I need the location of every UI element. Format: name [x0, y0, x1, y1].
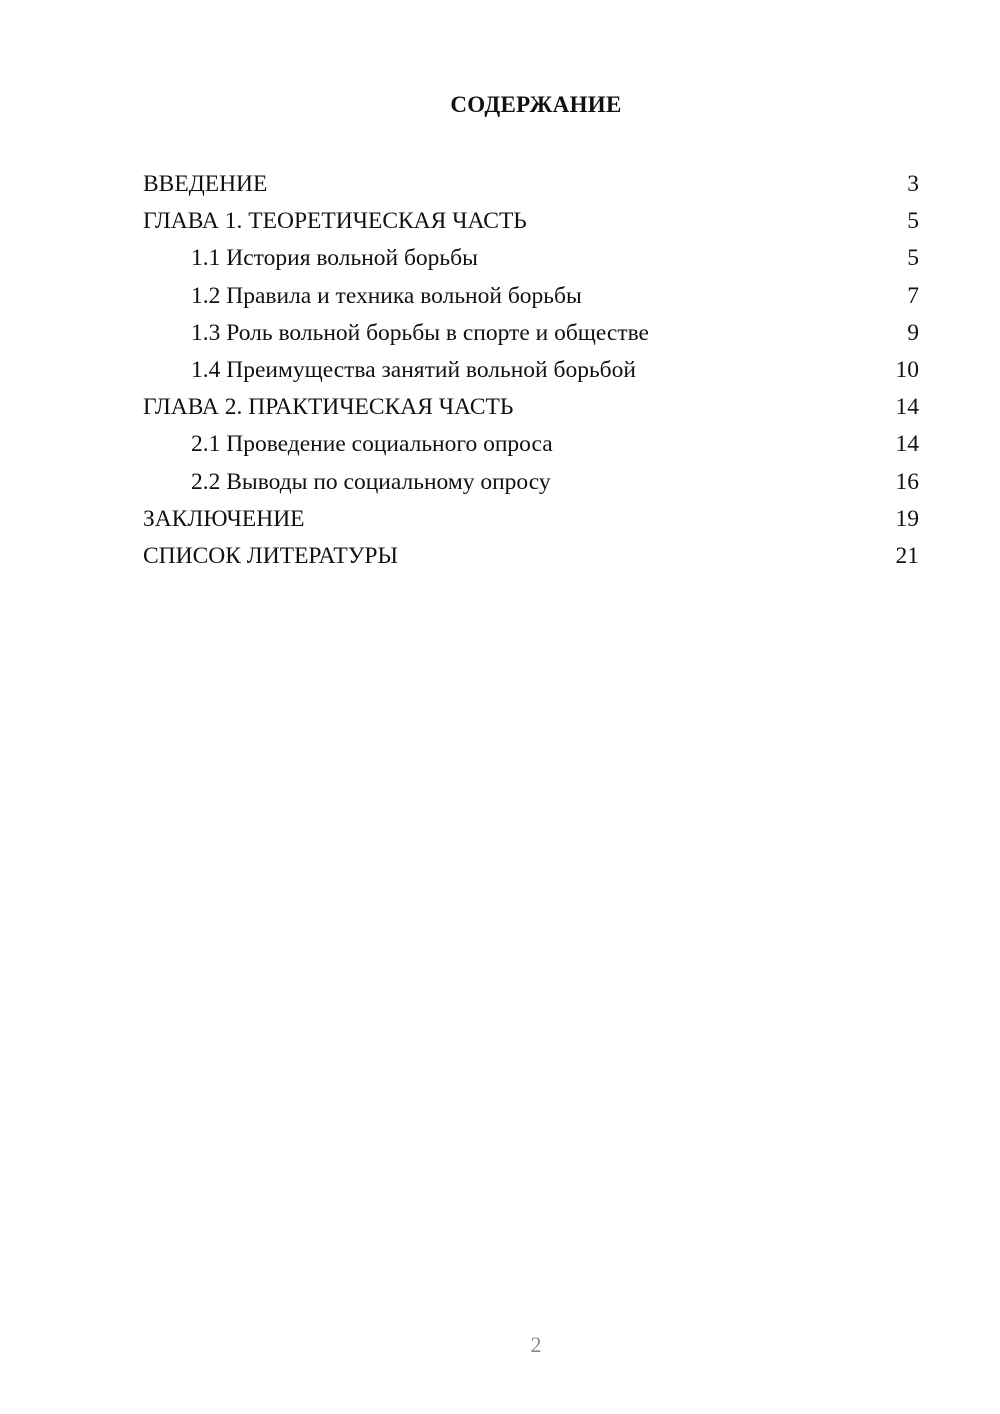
toc-entry-label: 1.1 История вольной борьбы: [191, 245, 478, 272]
toc-entry-label: ГЛАВА 1. ТЕОРЕТИЧЕСКАЯ ЧАСТЬ: [143, 208, 527, 235]
toc-entry-label: 1.3 Роль вольной борьбы в спорте и обществе: [191, 319, 649, 346]
toc-entry-section-1-4: [143, 354, 919, 391]
toc-entry-label: ВВЕДЕНИЕ: [143, 171, 268, 197]
toc-entry-label: 1.4 Преимущества занятий вольной борьбой: [191, 356, 636, 383]
toc-entry-references: [143, 540, 919, 577]
toc-entry-label: ЗАКЛЮЧЕНИЕ: [143, 505, 305, 532]
page-number: 2: [530, 1332, 542, 1357]
toc-entry-conclusion: [143, 503, 919, 540]
toc-entry-chapter-2: [143, 391, 919, 428]
toc-entry-page: 14: [895, 431, 919, 458]
toc-entry-section-1-3: [143, 317, 919, 354]
toc-entry-introduction: [143, 168, 919, 205]
toc-entry-page: 21: [895, 542, 919, 569]
toc-entry-label: 1.2 Правила и техника вольной борьбы: [191, 282, 582, 309]
toc-entry-page: 16: [895, 468, 919, 495]
toc-entry-chapter-1: [143, 205, 919, 242]
page-title: СОДЕРЖАНИЕ: [450, 92, 622, 117]
toc-entry-section-1-2: [143, 280, 919, 317]
toc-entry-section-1-1: [143, 242, 919, 279]
toc-entry-page: 10: [895, 356, 919, 383]
toc-entry-label: 2.2 Выводы по социальному опросу: [191, 468, 551, 495]
toc-entry-section-2-2: [143, 466, 919, 503]
toc-entry-label: 2.1 Проведение социального опроса: [191, 431, 553, 458]
toc-entry-page: 9: [907, 319, 919, 346]
toc-entry-page: 14: [895, 394, 919, 421]
toc-entry-page: 7: [907, 282, 919, 309]
toc-entry-section-2-1: [143, 428, 919, 465]
table-of-contents: [143, 168, 919, 577]
toc-entry-page: 19: [895, 505, 919, 532]
toc-entry-label: СПИСОК ЛИТЕРАТУРЫ: [143, 542, 398, 569]
toc-entry-label: ГЛАВА 2. ПРАКТИЧЕСКАЯ ЧАСТЬ: [143, 394, 514, 421]
toc-entry-page: 5: [907, 245, 919, 272]
toc-entry-page: 3: [907, 171, 919, 197]
toc-entry-page: 5: [907, 208, 919, 235]
